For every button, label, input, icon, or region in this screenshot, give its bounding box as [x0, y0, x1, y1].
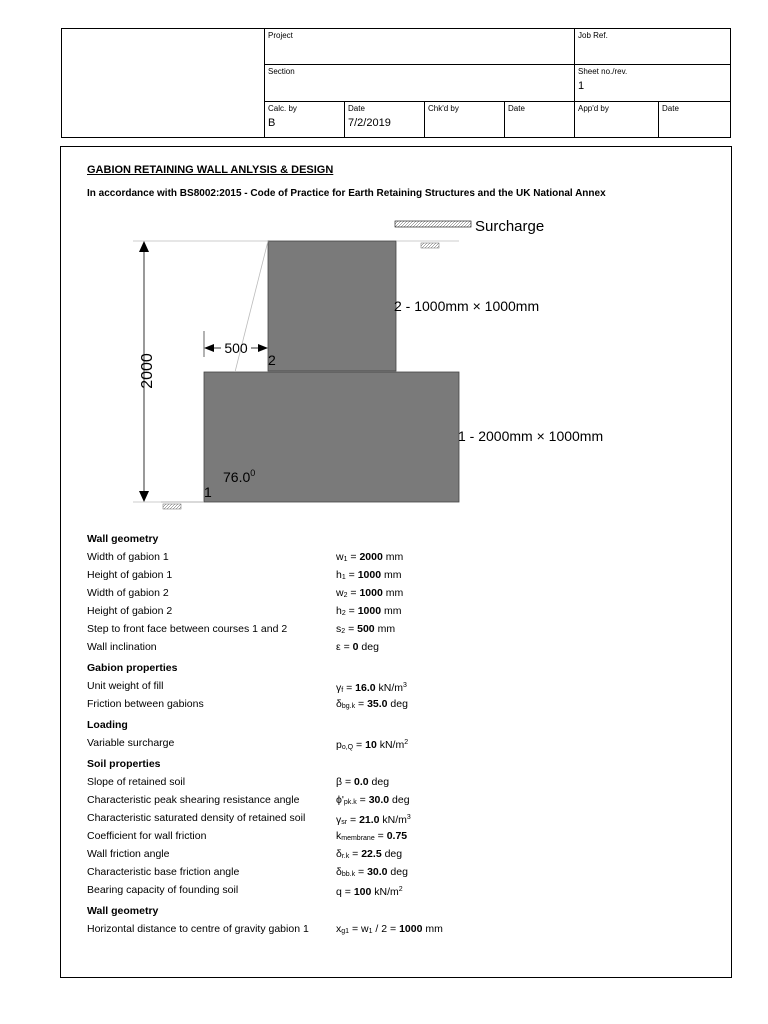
row-h1 [87, 566, 707, 584]
arrow-right-icon [258, 344, 268, 352]
row-label: Width of gabion 1 [87, 551, 169, 563]
calc-by-label: Calc. by [268, 103, 297, 113]
row-label: Bearing capacity of founding soil [87, 884, 239, 896]
row-label: Unit weight of fill [87, 680, 164, 692]
row-q [87, 881, 707, 899]
section-cell [265, 65, 575, 101]
height-label: 2000 [139, 353, 156, 389]
row-gam-f [87, 677, 707, 695]
row-label: Variable surcharge [87, 737, 175, 749]
row-value: $w_2 = 1000$ mm [336, 587, 404, 599]
row-p-q [87, 734, 707, 752]
job-ref-cell [575, 29, 731, 65]
row-w2 [87, 584, 707, 602]
row-h2 [87, 602, 707, 620]
row-eps [87, 638, 707, 656]
chkd-by-label: Chk'd by [428, 103, 459, 113]
row-label: Horizontal distance to centre of gravity gabion 1 [87, 923, 309, 935]
row-label: Coefficient for wall friction [87, 830, 207, 842]
row-delta-r [87, 845, 707, 863]
ground-hatch-bottom-icon [163, 504, 181, 509]
page-title: GABION RETAINING WALL ANLYSIS & DESIGN [87, 164, 334, 176]
row-value: ε = 0 deg [336, 641, 379, 653]
row-value: $p_{o,Q} = 10$ $kN/m^2$ [336, 739, 409, 751]
row-kmem [87, 827, 707, 845]
date3-cell [659, 101, 731, 137]
gabion-wall-diagram [61, 147, 731, 527]
row-value: $\delta_{bb.k} = 30.0$ deg [336, 866, 408, 878]
section-label: Section [268, 67, 295, 77]
row-label: Slope of retained soil [87, 776, 186, 788]
appd-by-label: App'd by [578, 103, 609, 113]
row-value: $h_1 = 1000$ mm [336, 569, 402, 581]
date2-cell [505, 101, 575, 137]
row-label: Characteristic peak shearing resistance angle [87, 794, 300, 806]
logo-cell [62, 29, 265, 138]
date2-label: Date [508, 103, 525, 113]
row-label: Friction between gabions [87, 698, 204, 710]
row-value: $\gamma_f = 16.0$ $kN/m^3$ [336, 682, 407, 694]
row-value: $k_{membrane} = 0.75$ [336, 830, 408, 842]
ground-hatch-top-icon [421, 243, 439, 248]
calculation-rows [87, 531, 707, 938]
surcharge-load-icon [395, 221, 471, 227]
row-label: Characteristic saturated density of retained soil [87, 812, 306, 824]
row-label: Height of gabion 1 [87, 569, 173, 581]
row-value: $w_1 = 2000$ mm [336, 551, 404, 563]
calc-sheet [60, 146, 732, 978]
project-label: Project [268, 31, 293, 40]
section-heading: Loading [87, 719, 128, 731]
row-s2 [87, 620, 707, 638]
sheet-cell [575, 65, 731, 101]
calc-by-value: B [268, 116, 276, 129]
sheet-label: Sheet no./rev. [578, 67, 628, 77]
row-gam-sr [87, 809, 707, 827]
chkd-by-cell [425, 101, 505, 137]
row-value: $x_{g1} = w_1 / 2 = 1000$ mm [336, 923, 443, 935]
date-label: Date [348, 103, 365, 113]
row-label: Width of gabion 2 [87, 587, 169, 599]
date-value: 7/2/2019 [348, 116, 391, 129]
gabion-2-label: 2 - 1000mm × 1000mm [394, 298, 540, 314]
row-value: $\delta_{r.k} = 22.5$ deg [336, 848, 403, 860]
gabion-2-number: 2 [268, 352, 276, 368]
section-heading: Wall geometry [87, 905, 159, 917]
job-ref-label: Job Ref. [578, 31, 608, 40]
calc-by-cell [265, 101, 345, 137]
section-heading: Wall geometry [87, 533, 159, 545]
row-value: $\gamma_{sr} = 21.0$ $kN/m^3$ [336, 814, 411, 826]
date-cell [345, 101, 425, 137]
surcharge-label: Surcharge [475, 218, 545, 235]
row-delta-bg [87, 695, 707, 713]
row-delta-bb [87, 863, 707, 881]
row-value: $s_2 = 500$ mm [336, 623, 396, 635]
angle-label: 76.0$^0$ [223, 468, 256, 485]
appd-by-cell [575, 101, 659, 137]
row-value: $\delta_{bg.k} = 35.0$ deg [336, 698, 408, 710]
section-heading: Soil properties [87, 758, 161, 770]
gabion-2 [268, 241, 396, 371]
gabion-1-label: 1 - 2000mm × 1000mm [458, 428, 604, 444]
row-label: Characteristic base friction angle [87, 866, 240, 878]
gabion-1-number: 1 [204, 484, 212, 500]
row-label: Wall friction angle [87, 848, 170, 860]
row-label: Wall inclination [87, 641, 157, 653]
arrow-up-icon [139, 241, 149, 252]
header-table [61, 28, 731, 138]
project-cell [265, 29, 575, 65]
row-phi [87, 791, 707, 809]
step-label: 500 [224, 340, 248, 356]
row-beta [87, 773, 707, 791]
row-w1 [87, 548, 707, 566]
row-value: q = 100 $kN/m^2$ [336, 886, 403, 898]
sheet-value: 1 [578, 80, 585, 93]
row-label: Step to front face between courses 1 and 2 [87, 623, 288, 635]
row-value: β = 0.0 deg [336, 776, 390, 788]
row-label: Height of gabion 2 [87, 605, 173, 617]
section-heading: Gabion properties [87, 662, 178, 674]
row-value: $\phi'_{pk.k} = 30.0$ deg [336, 794, 410, 806]
row-xg1 [87, 920, 707, 938]
page-subtitle: In accordance with BS8002:2015 - Code of Practice for Earth Retaining Structures and the UK National Annex [87, 188, 606, 199]
row-value: $h_2 = 1000$ mm [336, 605, 402, 617]
arrow-down-icon [139, 491, 149, 502]
arrow-left-icon [204, 344, 214, 352]
date3-label: Date [662, 103, 679, 113]
